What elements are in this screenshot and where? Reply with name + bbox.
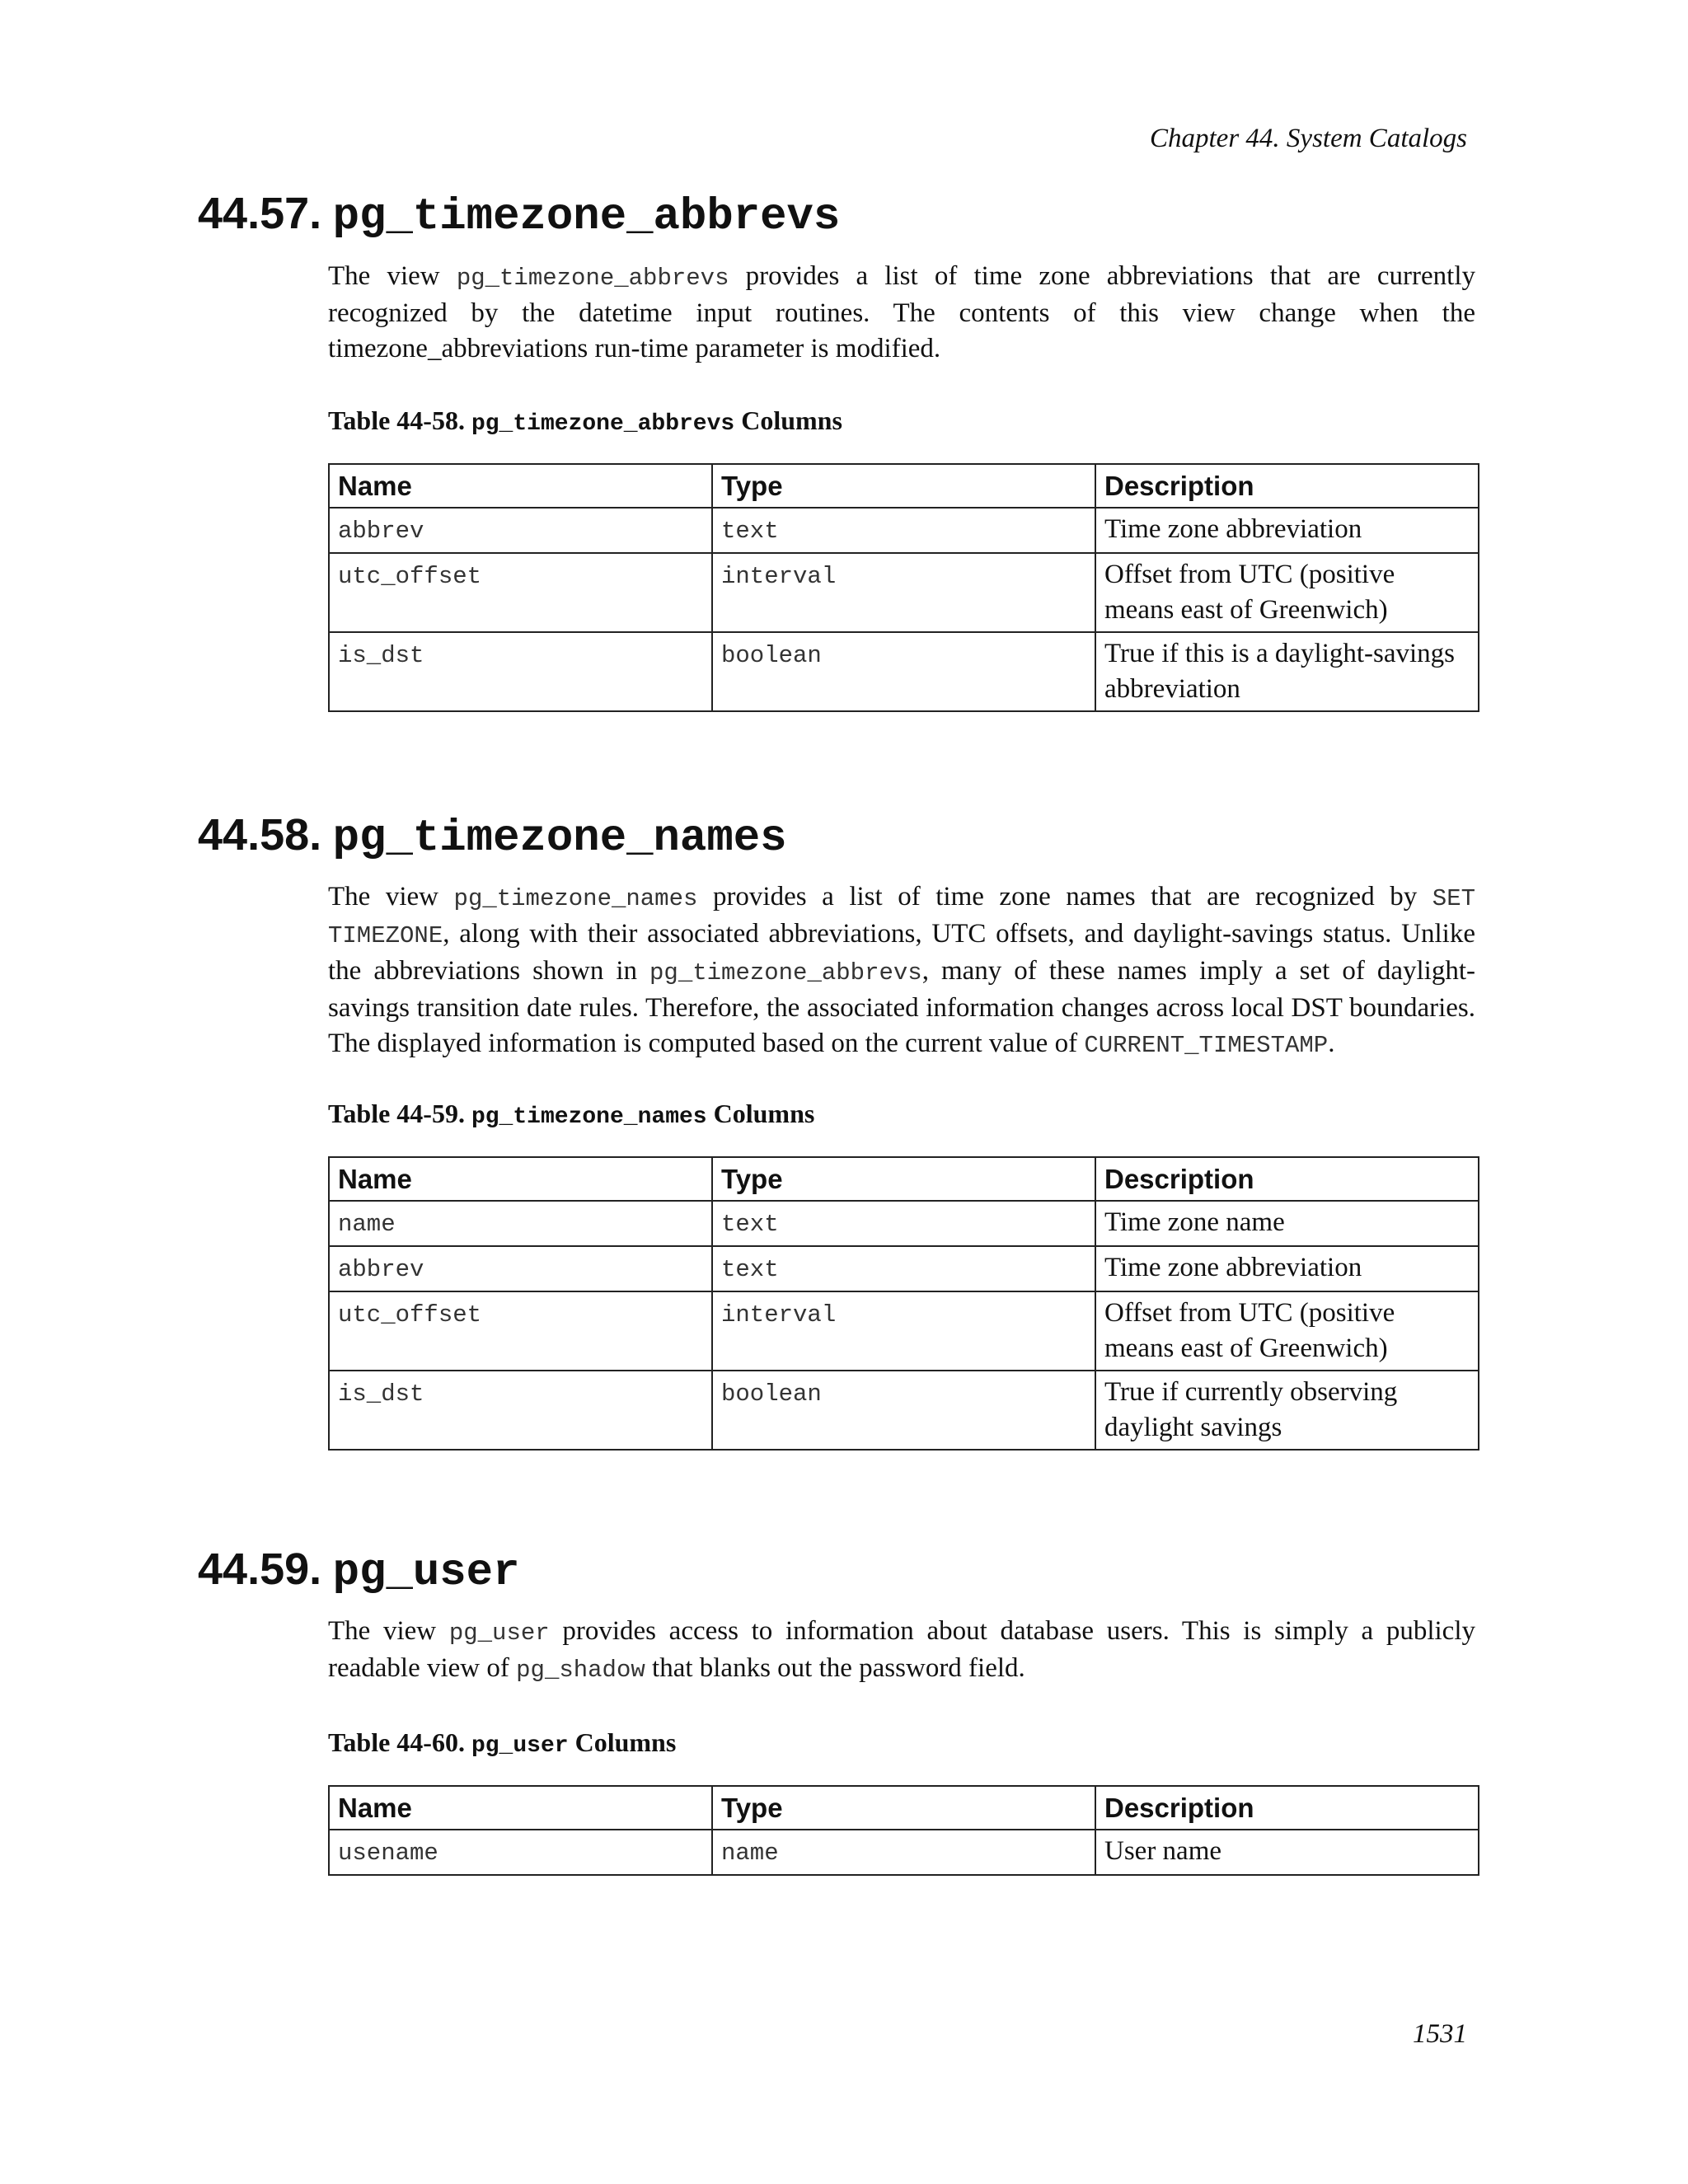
- inline-code: pg_timezone_abbrevs: [649, 959, 922, 987]
- column-header: Name: [329, 1786, 712, 1830]
- table-caption: Table 44-58. pg_timezone_abbrevs Columns: [328, 405, 842, 437]
- column-description-cell: Time zone abbreviation: [1095, 1246, 1479, 1291]
- inline-code: pg_shadow: [516, 1657, 645, 1684]
- column-header: Type: [712, 1786, 1095, 1830]
- column-header: Type: [712, 1157, 1095, 1201]
- table-header-row: [329, 1786, 1479, 1830]
- table-row: [329, 1246, 1479, 1291]
- inline-code: pg_user: [448, 1619, 550, 1647]
- column-header: Description: [1095, 1786, 1479, 1830]
- column-description-cell: True if this is a daylight-savings abbreviation: [1095, 632, 1479, 711]
- column-description-cell: True if currently observing daylight savings: [1095, 1371, 1479, 1450]
- column-description-cell: Offset from UTC (positive means east of Greenwich): [1095, 1291, 1479, 1371]
- columns-table: [328, 1785, 1479, 1876]
- column-name-cell: name: [329, 1201, 712, 1246]
- table-header-row: [329, 1157, 1479, 1201]
- column-description-cell: User name: [1095, 1830, 1479, 1875]
- table-row: [329, 1291, 1479, 1371]
- column-type-cell: text: [712, 1201, 1095, 1246]
- column-header: Name: [329, 1157, 712, 1201]
- column-header: Description: [1095, 1157, 1479, 1201]
- column-header: Description: [1095, 464, 1479, 508]
- table-row: [329, 508, 1479, 553]
- inline-code: SET TIMEZONE: [328, 885, 1476, 949]
- column-type-cell: name: [712, 1830, 1095, 1875]
- column-name-cell: abbrev: [329, 1246, 712, 1291]
- table-row: [329, 1201, 1479, 1246]
- column-header: Type: [712, 464, 1095, 508]
- column-type-cell: boolean: [712, 632, 1095, 711]
- table-header-row: [329, 464, 1479, 508]
- column-name-cell: usename: [329, 1830, 712, 1875]
- table-row: [329, 1371, 1479, 1450]
- column-name-cell: is_dst: [329, 632, 712, 711]
- column-type-cell: boolean: [712, 1371, 1095, 1450]
- chapter-header: Chapter 44. System Catalogs: [1150, 124, 1467, 153]
- column-header: Name: [329, 464, 712, 508]
- section-paragraph: The view pg_timezone_abbrevs provides a list of time zone abbreviations that are currently recognized by the datetime input routines. The contents of this view change when the timezone_abbreviations run-time parameter is modified.: [328, 261, 1475, 363]
- column-name-cell: abbrev: [329, 508, 712, 553]
- columns-table: [328, 1156, 1479, 1451]
- column-description-cell: Time zone name: [1095, 1201, 1479, 1246]
- page-number: 1531: [1413, 2019, 1467, 2049]
- column-type-cell: text: [712, 508, 1095, 553]
- table-row: [329, 1830, 1479, 1875]
- column-name-cell: is_dst: [329, 1371, 712, 1450]
- column-description-cell: Offset from UTC (positive means east of Greenwich): [1095, 553, 1479, 632]
- column-type-cell: interval: [712, 1291, 1095, 1371]
- column-type-cell: text: [712, 1246, 1095, 1291]
- section-paragraph: The view pg_timezone_names provides a list of time zone names that are recognized by SET TIMEZONE, along with their associated abbreviations, UTC offsets, and daylight-savings status. Unlike the abbreviations shown in pg_timezone_abbrevs, many of these names imply a set of daylight-savings transition date rules. Therefore, the associated information changes across local DST boundaries. The displayed information is computed based on the current value of CURRENT_TIMESTAMP.: [328, 882, 1476, 1059]
- inline-code: CURRENT_TIMESTAMP: [1084, 1032, 1329, 1059]
- column-name-cell: utc_offset: [329, 553, 712, 632]
- table-row: [329, 632, 1479, 711]
- column-description-cell: Time zone abbreviation: [1095, 508, 1479, 553]
- section-paragraph: The view pg_user provides access to information about database users. This is simply a publicly readable view of pg_shadow that blanks out the password field.: [328, 1616, 1475, 1684]
- table-row: [329, 553, 1479, 632]
- section-heading: 44.58. pg_timezone_names: [198, 810, 787, 864]
- column-name-cell: utc_offset: [329, 1291, 712, 1371]
- inline-code: pg_timezone_names: [453, 885, 698, 912]
- inline-code: pg_timezone_abbrevs: [456, 265, 729, 292]
- column-type-cell: interval: [712, 553, 1095, 632]
- columns-table: [328, 463, 1479, 712]
- table-caption: Table 44-59. pg_timezone_names Columns: [328, 1099, 815, 1130]
- section-heading: 44.59. pg_user: [198, 1544, 520, 1598]
- section-heading: 44.57. pg_timezone_abbrevs: [198, 189, 841, 242]
- table-caption: Table 44-60. pg_user Columns: [328, 1727, 677, 1759]
